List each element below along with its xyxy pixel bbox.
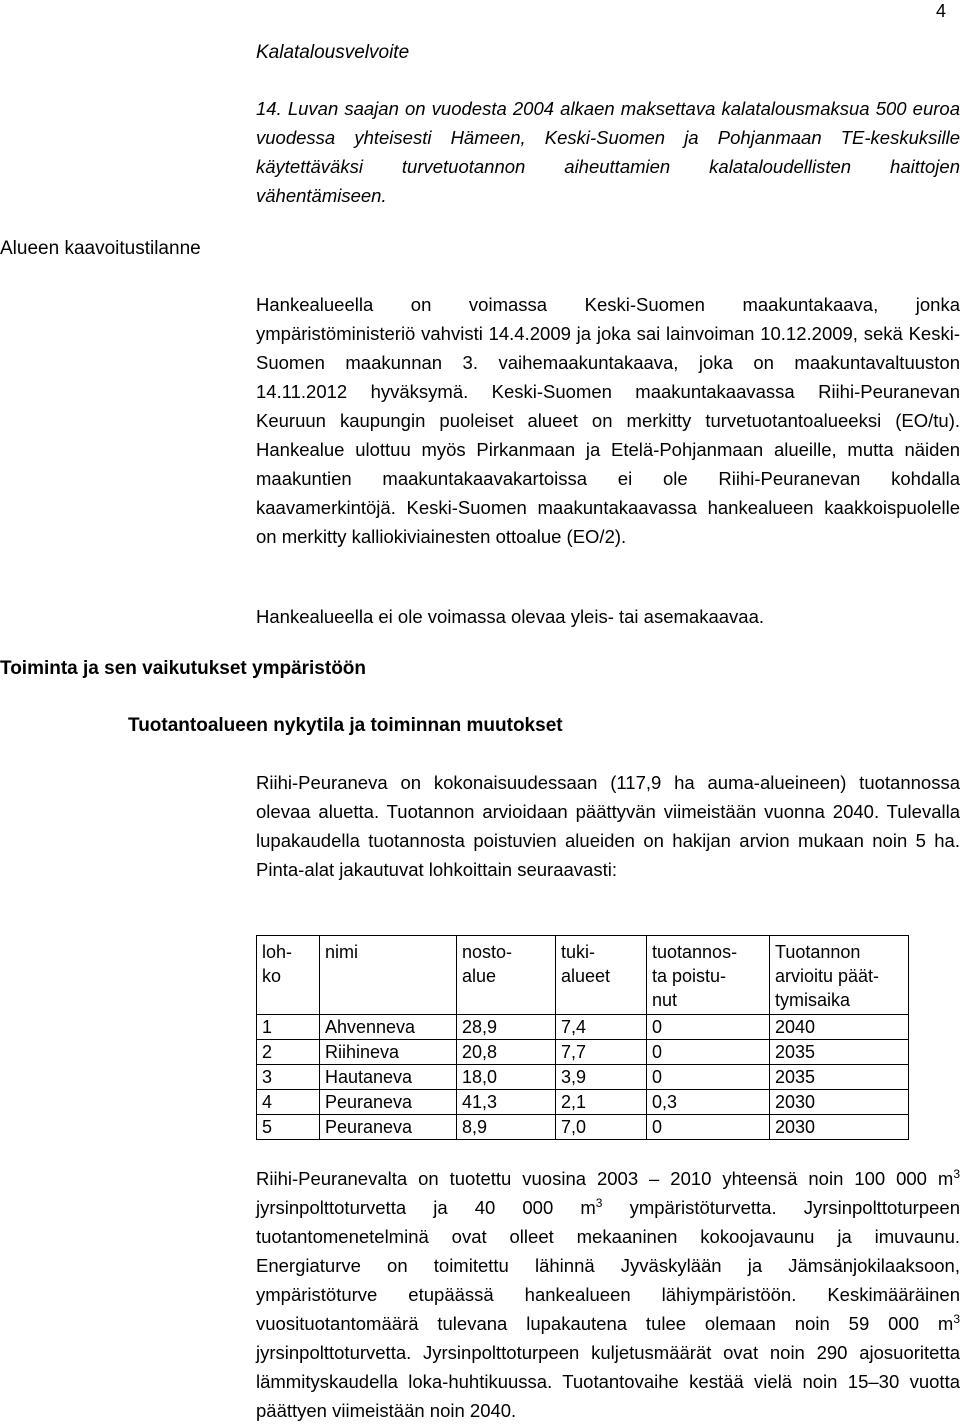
header-poistunut: tuotannos- ta poistu- nut [647,936,770,1015]
superscript: 3 [953,1311,960,1326]
cell-nostoalue: 8,9 [457,1115,556,1140]
cell-tukialueet: 7,4 [556,1015,647,1040]
cell-paattymisaika: 2030 [770,1090,909,1115]
header-lohko: loh- ko [257,936,320,1015]
cell-lohko: 5 [257,1115,320,1140]
side-heading-toiminta: Toiminta ja sen vaikutukset ympäristöön [0,658,367,679]
section-heading-kalatalousvelvoite: Kalatalousvelvoite [256,42,410,63]
text-part: ympäristöturvetta. Jyrsinpolttoturpeen tuotantomenetelminä ovat olleet mekaaninen kokoojavaunu ja imuvaunu. Energiaturve on toimitettu lähinnä Jyväskylään ja Jämsänjokilaaksoon, ympäristöturve etupäässä hankealueen lähiympäristöön. Keskimääräinen vuosituotantomäärä tulevana lupakautena tulee olemaan noin 59 000 m [256,1197,960,1334]
cell-nostoalue: 41,3 [457,1090,556,1115]
cell-nimi: Peuraneva [320,1090,457,1115]
table-row [257,1115,909,1140]
cell-tukialueet: 7,0 [556,1115,647,1140]
cell-paattymisaika: 2040 [770,1015,909,1040]
lohko-table [256,935,909,1140]
header-nostoalue: nosto- alue [457,936,556,1015]
text-part: jyrsinpolttoturvetta. Jyrsinpolttoturpeen kuljetusmäärät ovat noin 290 ajosuoritetta lämmityskaudella loka-huhtikuussa. Tuotantovaihe kestää vielä noin 15–30 vuotta päättyen viimeistään noin 2040. [256,1342,960,1421]
paragraph-yleiskaava [256,602,960,631]
page-number: 4 [935,1,946,21]
text-part: Riihi-Peuranevalta on tuotettu vuosina 2003 – 2010 yhteensä noin 100 000 m [256,1168,954,1189]
cell-poistunut: 0,3 [647,1090,770,1115]
paragraph-tuotantomaarat [256,1164,960,1425]
cell-poistunut: 0 [647,1115,770,1140]
side-heading-kaavoitustilanne: Alueen kaavoitustilanne [0,238,201,259]
paragraph-maakuntakaava [256,290,960,551]
cell-nimi: Ahvenneva [320,1015,457,1040]
superscript: 3 [953,1166,960,1181]
paragraph-text: Hankealueella ei ole voimassa olevaa yleis- tai asemakaavaa. [256,606,765,627]
cell-nimi: Peuraneva [320,1115,457,1140]
cell-nimi: Riihineva [320,1040,457,1065]
cell-tukialueet: 3,9 [556,1065,647,1090]
cell-paattymisaika: 2030 [770,1115,909,1140]
cell-lohko: 3 [257,1065,320,1090]
cell-paattymisaika: 2035 [770,1065,909,1090]
superscript: 3 [595,1195,603,1210]
table-row [257,1090,909,1115]
paragraph-kalatalousmaksu [256,94,960,210]
cell-lohko: 4 [257,1090,320,1115]
table-row [257,1015,909,1040]
cell-lohko: 1 [257,1015,320,1040]
paragraph-riihi-peuraneva [256,768,960,884]
header-nimi: nimi [320,936,457,1015]
cell-nostoalue: 28,9 [457,1015,556,1040]
cell-tukialueet: 2,1 [556,1090,647,1115]
table-row [257,1040,909,1065]
cell-nostoalue: 18,0 [457,1065,556,1090]
paragraph-text: 14. Luvan saajan on vuodesta 2004 alkaen maksettava kalatalousmaksua 500 euroa vuodessa yhteisesti Hämeen, Keski-Suomen ja Pohjanmaan TE-keskuksille käytettäväksi turvetuotannon aiheuttamien kalataloudellisten haittojen vähentämiseen. [256,98,960,206]
cell-tukialueet: 7,7 [556,1040,647,1065]
cell-poistunut: 0 [647,1040,770,1065]
paragraph-text [256,1164,960,1425]
cell-poistunut: 0 [647,1015,770,1040]
cell-nostoalue: 20,8 [457,1040,556,1065]
table-header-row [257,936,909,1015]
header-paattymisaika: Tuotannon arvioitu päät- tymisaika [770,936,909,1015]
sub-heading-tuotantoalue: Tuotantoalueen nykytila ja toiminnan muutokset [128,715,563,736]
cell-paattymisaika: 2035 [770,1040,909,1065]
cell-poistunut: 0 [647,1065,770,1090]
paragraph-text: Hankealueella on voimassa Keski-Suomen maakuntakaava, jonka ympäristöministeriö vahvisti 14.4.2009 ja joka sai lainvoiman 10.12.2009, sekä Keski-Suomen maakunnan 3. vaihemaakuntakaava, joka on maakuntavaltuuston 14.11.2012 hyväksymä. Keski-Suomen maakuntakaavassa Riihi-Peuranevan Keuruun kaupungin puoleiset alueet on merkitty turvetuotantoalueeksi (EO/tu). Hankealue ulottuu myös Pirkanmaan ja Etelä-Pohjanmaan alueille, mutta näiden maakuntien maakuntakaavakartoissa ei ole Riihi-Peuranevan kohdalla kaavamerkintöjä. Keski-Suomen maakuntakaavassa hankealueen kaakkoispuolelle on merkitty kalliokiviainesten ottoalue (EO/2). [256,294,960,547]
table-row [257,1065,909,1090]
header-tukialueet: tuki- alueet [556,936,647,1015]
text-part: jyrsinpolttoturvetta ja 40 000 m [256,1197,596,1218]
cell-lohko: 2 [257,1040,320,1065]
cell-nimi: Hautaneva [320,1065,457,1090]
paragraph-text: Riihi-Peuraneva on kokonaisuudessaan (117,9 ha auma-alueineen) tuotannossa olevaa aluetta. Tuotannon arvioidaan päättyvän viimeistään vuonna 2040. Tulevalla lupakaudella tuotannosta poistuvien alueiden on hakijan arvion mukaan noin 5 ha. Pinta-alat jakautuvat lohkoittain seuraavasti: [256,772,960,880]
